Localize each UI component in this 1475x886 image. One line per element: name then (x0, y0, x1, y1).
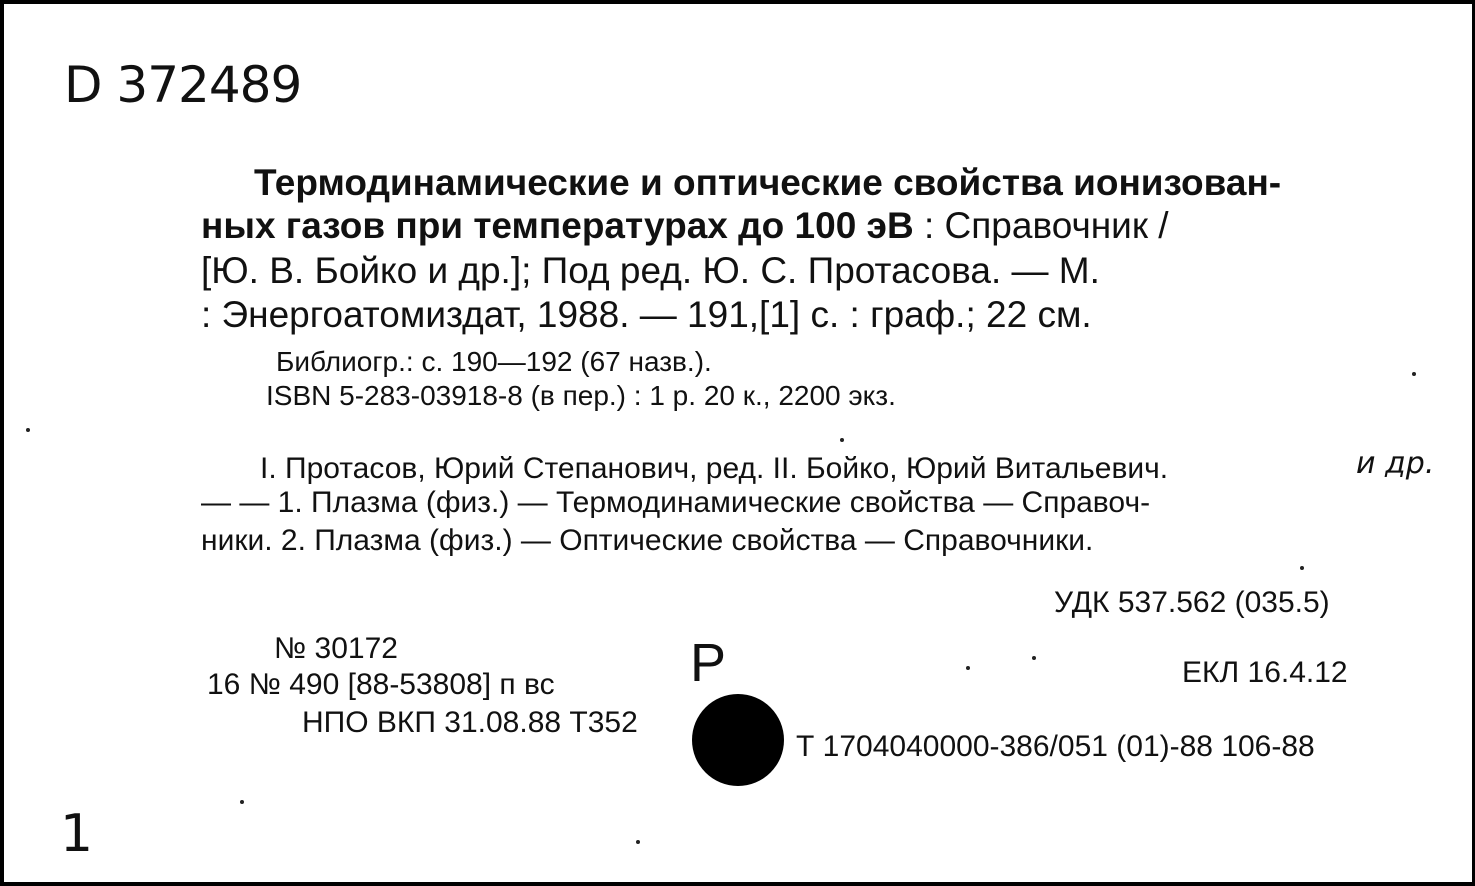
title-regular-part: : Справочник / (913, 205, 1169, 246)
ekl-code: ЕКЛ 16.4.12 (1182, 656, 1348, 689)
speck (636, 840, 640, 844)
title-line-2 (201, 205, 1169, 247)
title-bold-part: ных газов при температурах до 100 эВ (201, 205, 914, 246)
speck (966, 666, 970, 670)
registration-line: 16 № 490 [88-53808] п вс (207, 668, 555, 701)
subject-line-2: — — 1. Плазма (физ.) — Термодинамические свойства — Справоч- (201, 486, 1151, 519)
speck (1032, 656, 1036, 660)
t-code: Т 1704040000-386/051 (01)-88 106-88 (796, 730, 1315, 763)
publisher-line: : Энергоатомиздат, 1988. — 191,[1] с. : граф.; 22 см. (201, 294, 1092, 335)
npo-line: НПО ВКП 31.08.88 Т352 (302, 706, 638, 739)
order-number: № 30172 (274, 632, 398, 665)
subject-line-1: I. Протасов, Юрий Степанович, ред. II. Бойко, Юрий Витальевич. (260, 452, 1169, 485)
speck (840, 438, 844, 442)
speck (1300, 566, 1304, 570)
letter-mark: Р (690, 633, 727, 693)
title-line-1: Термодинамические и оптические свойства ионизован- (254, 162, 1282, 203)
speck (1412, 372, 1416, 376)
punch-hole (692, 694, 784, 786)
bibliography-line: Библиогр.: с. 190—192 (67 назв.). (276, 346, 712, 377)
authors-line: [Ю. В. Бойко и др.]; Под ред. Ю. С. Протасова. — М. (201, 250, 1100, 291)
subject-line-3: ники. 2. Плазма (физ.) — Оптические свойства — Справочники. (201, 524, 1094, 557)
udk-code: УДК 537.562 (035.5) (1054, 586, 1330, 619)
isbn-line: ISBN 5-283-03918-8 (в пер.) : 1 р. 20 к., 2200 экз. (266, 380, 896, 411)
accession-number: D 372489 (64, 56, 302, 114)
speck (240, 800, 244, 804)
handwritten-note: и др. (1356, 446, 1435, 481)
margin-number: 1 (60, 804, 94, 864)
speck (26, 428, 30, 432)
